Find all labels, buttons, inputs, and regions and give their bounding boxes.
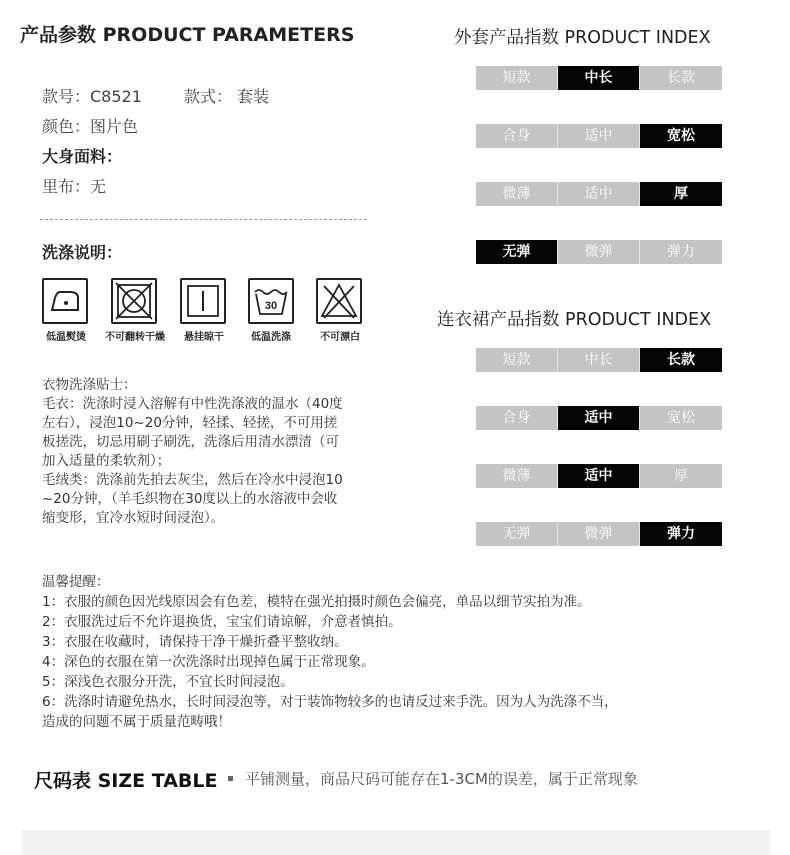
size-table-title: 尺码表 SIZE TABLE (34, 770, 218, 792)
segment: 弹力 (640, 522, 722, 546)
segment: 适中 (558, 406, 640, 430)
care-label: 低温熨烫 (46, 332, 86, 343)
reminder-line: 3：衣服在收藏时，请保持干净干燥折叠平整收纳。 (42, 634, 348, 650)
care-label: 不可翻转干燥 (105, 332, 165, 343)
coat-length-row (476, 66, 722, 90)
dress-length-row (476, 348, 722, 372)
tip-line: 板搓洗，切忌用刷子刷洗，洗涤后用清水漂清（可 (42, 434, 339, 450)
tip-line: 毛绒类：洗涤前先拍去灰尘，然后在冷水中浸泡10 (42, 472, 343, 488)
coat-elasticity-row (476, 240, 722, 264)
wash-30-icon (248, 278, 294, 324)
reminder-line: 4：深色的衣服在第一次洗涤时出现掉色属于正常现象。 (42, 654, 375, 670)
reminder (42, 572, 742, 732)
fabric-label: 大身面料： (42, 147, 123, 166)
dress-thickness-row (476, 464, 722, 488)
care-label: 低温洗涤 (251, 332, 291, 343)
tip-line: 毛衣：洗涤时浸入溶解有中性洗涤液的温水（40度 (42, 396, 343, 412)
dress-fit-row (476, 406, 722, 430)
hang-dry-icon (180, 278, 226, 324)
segment: 适中 (558, 182, 640, 206)
segment: 微弹 (558, 240, 640, 264)
tip-line: 缩变形，宜冷水短时间浸泡）。 (42, 510, 225, 526)
dress-elasticity-row (476, 522, 722, 546)
reminder-line: 造成的问题不属于质量范畴哦！ (42, 714, 231, 730)
dress-index-title: 连衣裙产品指数 PRODUCT INDEX (437, 310, 712, 330)
color-value: 颜色：图片色 (42, 117, 139, 136)
segment: 微弹 (558, 522, 640, 546)
bullet-icon (228, 776, 233, 781)
wash-temp-text: 30 (264, 300, 278, 312)
lining-value: 里布：无 (42, 177, 107, 196)
reminder-line: 温馨提醒： (42, 574, 110, 590)
tip-line: 左右），浸泡10~20分钟，轻揉、轻搓，不可用搓 (42, 415, 338, 431)
segment: 短款 (476, 66, 558, 90)
reminder-line: 6：洗涤时请避免热水，长时间浸泡等，对于装饰物较多的也请反过来手洗。因为人为洗涤不当， (42, 694, 618, 710)
segment: 微薄 (476, 182, 558, 206)
no-tumble-dry-icon (111, 278, 157, 324)
care-label: 不可漂白 (320, 332, 360, 343)
segment: 无弹 (476, 522, 558, 546)
segment: 短款 (476, 348, 558, 372)
low-temp-iron-icon (42, 278, 88, 324)
segment: 长款 (640, 66, 722, 90)
coat-index-title: 外套产品指数 PRODUCT INDEX (454, 28, 711, 48)
segment: 厚 (640, 464, 722, 488)
segment: 厚 (640, 182, 722, 206)
segment: 适中 (558, 124, 640, 148)
model-number: 款号：C8521 (42, 87, 142, 106)
params-title: 产品参数 PRODUCT PARAMETERS (20, 24, 355, 46)
segment: 微薄 (476, 464, 558, 488)
segment: 中长 (558, 348, 640, 372)
segment: 无弹 (476, 240, 558, 264)
segment: 合身 (476, 124, 558, 148)
tip-line: 加入适量的柔软剂）； (42, 453, 171, 469)
size-note: 平铺测量，商品尺码可能存在1-3CM的误差，属于正常现象 (245, 770, 638, 788)
wash-tips (42, 376, 402, 528)
segment: 合身 (476, 406, 558, 430)
no-bleach-icon (316, 278, 362, 324)
segment: 宽松 (640, 406, 722, 430)
tip-line: 衣物洗涤贴士： (42, 377, 137, 393)
tip-line: ~20分钟，（羊毛织物在30度以上的水溶液中会收 (42, 491, 338, 507)
segment: 适中 (558, 464, 640, 488)
coat-thickness-row (476, 182, 722, 206)
segment: 长款 (640, 348, 722, 372)
style-type: 款式： 套装 (184, 87, 270, 106)
reminder-line: 1：衣服的颜色因光线原因会有色差，模特在强光拍摄时颜色会偏亮，单品以细节实拍为准。 (42, 594, 591, 610)
reminder-line: 2：衣服洗过后不允许退换货，宝宝们请谅解，介意者慎拍。 (42, 614, 402, 630)
size-table-area (22, 830, 770, 855)
divider (40, 219, 367, 220)
segment: 中长 (558, 66, 640, 90)
coat-fit-row (476, 124, 722, 148)
wash-title: 洗涤说明： (42, 243, 123, 262)
care-label: 悬挂晾干 (184, 332, 224, 343)
reminder-line: 5：深浅色衣服分开洗，不宜长时间浸泡。 (42, 674, 294, 690)
segment: 弹力 (640, 240, 722, 264)
segment: 宽松 (640, 124, 722, 148)
